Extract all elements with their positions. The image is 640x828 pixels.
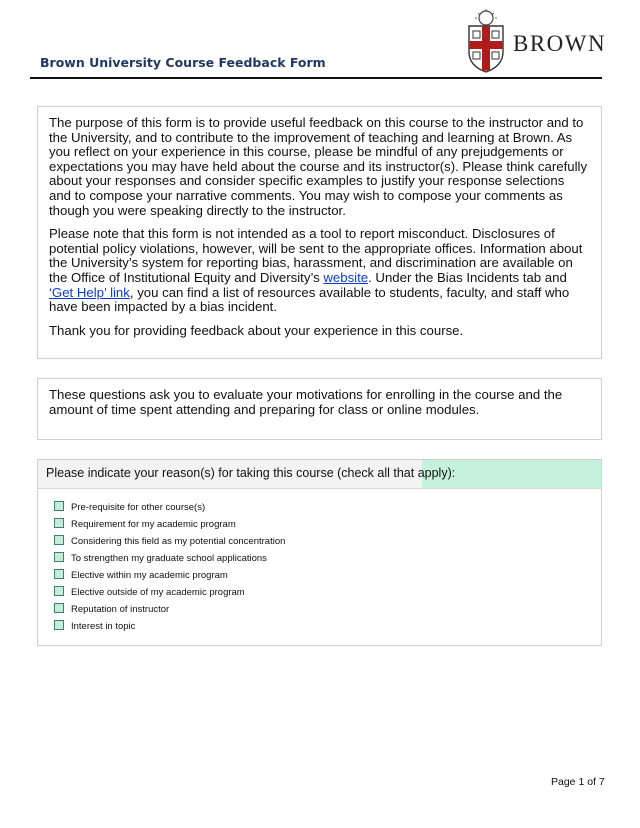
- motivation-panel: [37, 378, 602, 440]
- brown-logo: [465, 8, 607, 74]
- get-help-link[interactable]: ‘Get Help’ link: [49, 284, 130, 300]
- misconduct-text-start: Please note that this form is not intended as a tool to report misconduct. Disclosures of potential policy violations, however, will be sent to the appropriate offices. Information about the University’s system for reporting bias, harassment, and discrimination are available on the Office of Institutional Equity and Diversity’s: [49, 226, 583, 285]
- reasons-question-panel: [37, 459, 602, 646]
- form-title: Brown University Course Feedback Form: [40, 55, 326, 70]
- motivation-text: These questions ask you to evaluate your motivations for enrolling in the course and the amount of time spent attending and preparing for class or online modules.: [49, 387, 563, 417]
- intro-paragraph-thanks: Thank you for providing feedback about your experience in this course.: [49, 322, 464, 338]
- checkbox[interactable]: [54, 603, 64, 613]
- brown-wordmark: BROWN: [513, 31, 607, 56]
- website-link[interactable]: website: [323, 269, 369, 285]
- question-prompt: Please indicate your reason(s) for taking this course (check all that apply):: [46, 466, 456, 480]
- option-label: Considering this field as my potential concentration: [71, 536, 286, 547]
- option-label: Elective within my academic program: [71, 570, 228, 581]
- misconduct-text-end: , you can find a list of resources available to students, faculty, and staff who have been impacted by a bias incident.: [49, 284, 570, 315]
- misconduct-text-middle: . Under the Bias Incidents tab and: [368, 269, 567, 285]
- option-label: Reputation of instructor: [71, 604, 170, 615]
- checkbox[interactable]: [54, 552, 64, 562]
- option-prerequisite[interactable]: [54, 499, 601, 516]
- intro-paragraph-misconduct: [49, 227, 589, 315]
- option-elective-outside[interactable]: [54, 584, 601, 601]
- option-grad-school[interactable]: [54, 550, 601, 567]
- option-label: Elective outside of my academic program: [71, 587, 245, 598]
- page-header: [0, 0, 640, 80]
- option-elective-within[interactable]: [54, 567, 601, 584]
- checkbox[interactable]: [54, 586, 64, 596]
- checkbox[interactable]: [54, 518, 64, 528]
- option-requirement[interactable]: [54, 516, 601, 533]
- option-label: Pre-requisite for other course(s): [71, 502, 206, 513]
- option-label: Requirement for my academic program: [71, 519, 236, 530]
- option-label: Interest in topic: [71, 621, 136, 632]
- option-interest[interactable]: [54, 618, 601, 635]
- reason-options-list: [38, 489, 601, 635]
- brown-shield-icon: [465, 8, 507, 74]
- checkbox[interactable]: [54, 535, 64, 545]
- checkbox[interactable]: [54, 501, 64, 511]
- option-label: To strengthen my graduate school applications: [71, 553, 267, 564]
- checkbox[interactable]: [54, 620, 64, 630]
- option-concentration[interactable]: [54, 533, 601, 550]
- page-number: Page 1 of 7: [551, 776, 605, 788]
- header-divider: [30, 77, 602, 79]
- intro-paragraph-purpose: The purpose of this form is to provide useful feedback on this course to the instructor and to the University, and to contribute to the improvement of teaching and learning at Brown. As you reflect on your experience in this course, please be mindful of any prejudgements or expectations you may have held about the course and its instructor(s). Please think carefully about your responses and consider specific examples to justify your response selections and to compose your narrative comments. You may wish to compose your comments as though you were speaking directly to the instructor.: [49, 115, 588, 218]
- checkbox[interactable]: [54, 569, 64, 579]
- intro-panel: [37, 106, 602, 359]
- option-reputation[interactable]: [54, 601, 601, 618]
- question-header: [38, 460, 601, 489]
